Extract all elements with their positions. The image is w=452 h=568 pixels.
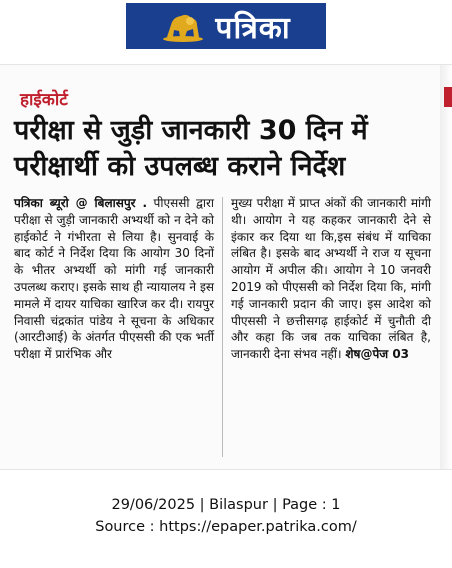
article-column-2 (231, 195, 431, 363)
article-column-1 (14, 195, 214, 363)
byline: पत्रिका ब्यूरो @ बिलासपुर . (14, 196, 148, 210)
masthead-logo (126, 3, 326, 49)
lion-emblem-icon (161, 9, 205, 43)
source-footer (0, 494, 452, 538)
date-page-line: 29/06/2025 | Bilaspur | Page : 1 (111, 497, 341, 513)
section-label: हाईकोर्ट (20, 90, 68, 110)
headline: परीक्षा से जुड़ी जानकारी 30 दिन में परीक्षार्थी को उपलब्ध कराने निर्देश (14, 115, 368, 182)
continued-on-page: शेष@पेज 03 (345, 347, 410, 362)
column-divider (222, 197, 223, 457)
source-link[interactable]: Source : https://epaper.patrika.com/ (95, 519, 357, 535)
article-clipping (0, 64, 452, 470)
column-2-text: मुख्य परीक्षा में प्राप्त अंकों की जानकारी मांगी थी। आयोग ने यह कहकर जानकारी देने से इंकार कर दिया था कि,इस संबंध में याचिका लंबित है। इसके बाद अभ्यर्थी ने राज य सूचना आयोग में अपील की। आयोग ने 10 जनवरी 2019 को पीएससी को निर्देश दिया कि, मांगी गई जानकारी प्रदान की जाए। इस आदेश को पीएससी ने छत्तीसगढ़ हाईकोर्ट में चुनौती दी और कहा कि जब तक याचिका लंबित है, जानकारी देना संभव नहीं। (231, 196, 431, 362)
masthead-title: पत्रिका (215, 10, 291, 46)
column-1-text: पीएससी द्वारा परीक्षा से जुड़ी जानकारी अभ्यर्थी को न देने को हाईकोर्ट ने गंभीरता से लिया है। सुनवाई के बाद कोर्ट ने निर्देश दिया कि आयोग 30 दिनों के भीतर अभ्यर्थी को मांगी गई जानकारी उपलब्ध कराए। इसके साथ ही न्यायालय ने इस मामले में दायर याचिका खारिज कर दी। रायपुर निवासी चंद्रकांत पांडेय ने सूचना के अधिकार (आरटीआई) के अंतर्गत पीएससी की एक भर्ती परीक्षा में प्रारंभिक और (14, 196, 214, 362)
adjacent-article-mark (444, 87, 452, 107)
